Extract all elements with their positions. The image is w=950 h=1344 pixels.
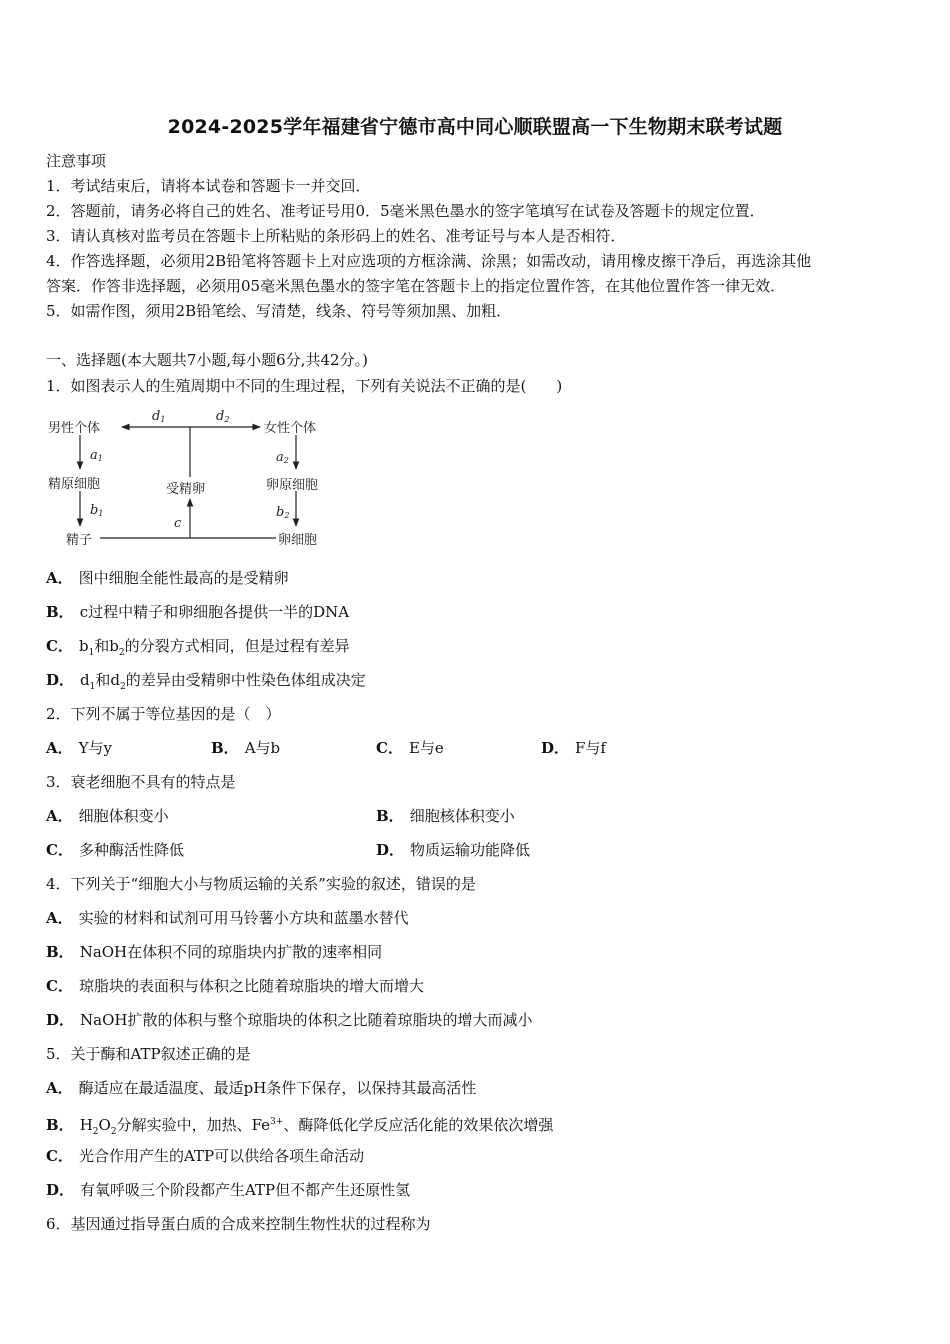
page-title: 2024-2025学年福建省宁德市高中同心顺联盟高一下生物期末联考试题: [167, 116, 783, 138]
q2-option-c[interactable]: C． E与e: [376, 739, 444, 757]
label-a2: a2: [276, 450, 289, 465]
q1-option-b[interactable]: B． c过程中精子和卵细胞各提供一半的DNA: [46, 603, 350, 621]
q3-option-a[interactable]: A． 细胞体积变小: [46, 807, 169, 825]
label-sperm: 精子: [66, 533, 93, 548]
label-male: 男性个体: [48, 421, 101, 436]
label-b1: b1: [90, 503, 104, 518]
label-egg: 卵细胞: [278, 533, 318, 548]
label-b2: b2: [276, 505, 290, 520]
q4-option-a[interactable]: A． 实验的材料和试剂可用马铃薯小方块和蓝墨水替代: [46, 909, 409, 927]
q5-option-c[interactable]: C． 光合作用产生的ATP可以供给各项生命活动: [46, 1147, 365, 1165]
q3-option-b[interactable]: B． 细胞核体积变小: [376, 807, 515, 825]
q2-option-a[interactable]: A． Y与y: [46, 739, 113, 757]
q5-option-b[interactable]: B． $H_2O_2$分解实验中，加热、$Fe^{3+}$、酶降低化学反应活化能的效果依次增强: [46, 1116, 554, 1137]
q3-option-d[interactable]: D． 物质运输功能降低: [376, 841, 531, 859]
label-c: c: [174, 516, 182, 531]
label-d1: d1: [152, 409, 166, 424]
label-oogonium: 卵原细胞: [266, 478, 319, 493]
notice-item: 1．考试结束后，请将本试卷和答题卡一并交回．: [46, 177, 371, 195]
notice-item: 4．作答选择题，必须用2B铅笔将答题卡上对应选项的方框涂满、涂黑；如需改动，请用橡皮擦干净后，再选涂其他: [46, 252, 812, 270]
q5-option-d[interactable]: D． 有氧呼吸三个阶段都产生ATP但不都产生还原性氢: [46, 1181, 411, 1199]
question-6-stem: 6．基因通过指导蛋白质的合成来控制生物性状的过程称为: [46, 1215, 431, 1233]
q2-option-b[interactable]: B． A与b: [211, 739, 281, 757]
question-1-stem: 1．如图表示人的生殖周期中不同的生理过程，下列有关说法不正确的是( ): [46, 377, 563, 395]
label-a1: a1: [90, 448, 103, 463]
q1-option-c[interactable]: C． $b_1$和$b_2$的分裂方式相同，但是过程有差异: [46, 637, 350, 658]
label-spermatogonium: 精原细胞: [48, 477, 101, 492]
notice-item: 5．如需作图，须用2B铅笔绘、写清楚，线条、符号等须加黑、加粗．: [46, 302, 512, 320]
label-d2: d2: [216, 409, 230, 424]
q1-option-a[interactable]: A． 图中细胞全能性最高的是受精卵: [46, 569, 289, 587]
question-3-stem: 3．衰老细胞不具有的特点是: [46, 773, 236, 791]
q4-option-d[interactable]: D． NaOH扩散的体积与整个琼脂块的体积之比随着琼脂块的增大而减小: [46, 1011, 533, 1029]
q2-option-d[interactable]: D． F与f: [541, 739, 606, 757]
q5-option-a[interactable]: A． 酶适应在最适温度、最适pH条件下保存，以保持其最高活性: [46, 1079, 477, 1097]
label-zygote: 受精卵: [166, 482, 206, 497]
notice-heading: 注意事项: [46, 152, 107, 170]
notice-item: 答案．作答非选择题，必须用05毫米黑色墨水的签字笔在答题卡上的指定位置作答，在其他位置作答一律无效．: [46, 277, 786, 295]
reproduction-cycle-diagram: [44, 405, 344, 555]
question-5-stem: 5．关于酶和ATP叙述正确的是: [46, 1045, 251, 1063]
question-4-stem: 4．下列关于“细胞大小与物质运输的关系”实验的叙述，错误的是: [46, 875, 476, 893]
label-female: 女性个体: [264, 421, 317, 436]
q1-option-d[interactable]: D． $d_1$和$d_2$的差异由受精卵中性染色体组成决定: [46, 671, 366, 692]
q4-option-c[interactable]: C． 琼脂块的表面积与体积之比随着琼脂块的增大而增大: [46, 977, 424, 995]
q4-option-b[interactable]: B． NaOH在体积不同的琼脂块内扩散的速率相同: [46, 943, 383, 961]
question-2-stem: 2．下列不属于等位基因的是（ ）: [46, 705, 281, 723]
notice-item: 2．答题前，请务必将自己的姓名、准考证号用0．5毫米黑色墨水的签字笔填写在试卷及答题卡的规定位置．: [46, 202, 765, 220]
q3-option-c[interactable]: C． 多种酶活性降低: [46, 841, 184, 859]
section-heading: 一、选择题(本大题共7小题,每小题6分,共42分。): [46, 351, 368, 369]
notice-item: 3．请认真核对监考员在答题卡上所粘贴的条形码上的姓名、准考证号与本人是否相符．: [46, 227, 626, 245]
